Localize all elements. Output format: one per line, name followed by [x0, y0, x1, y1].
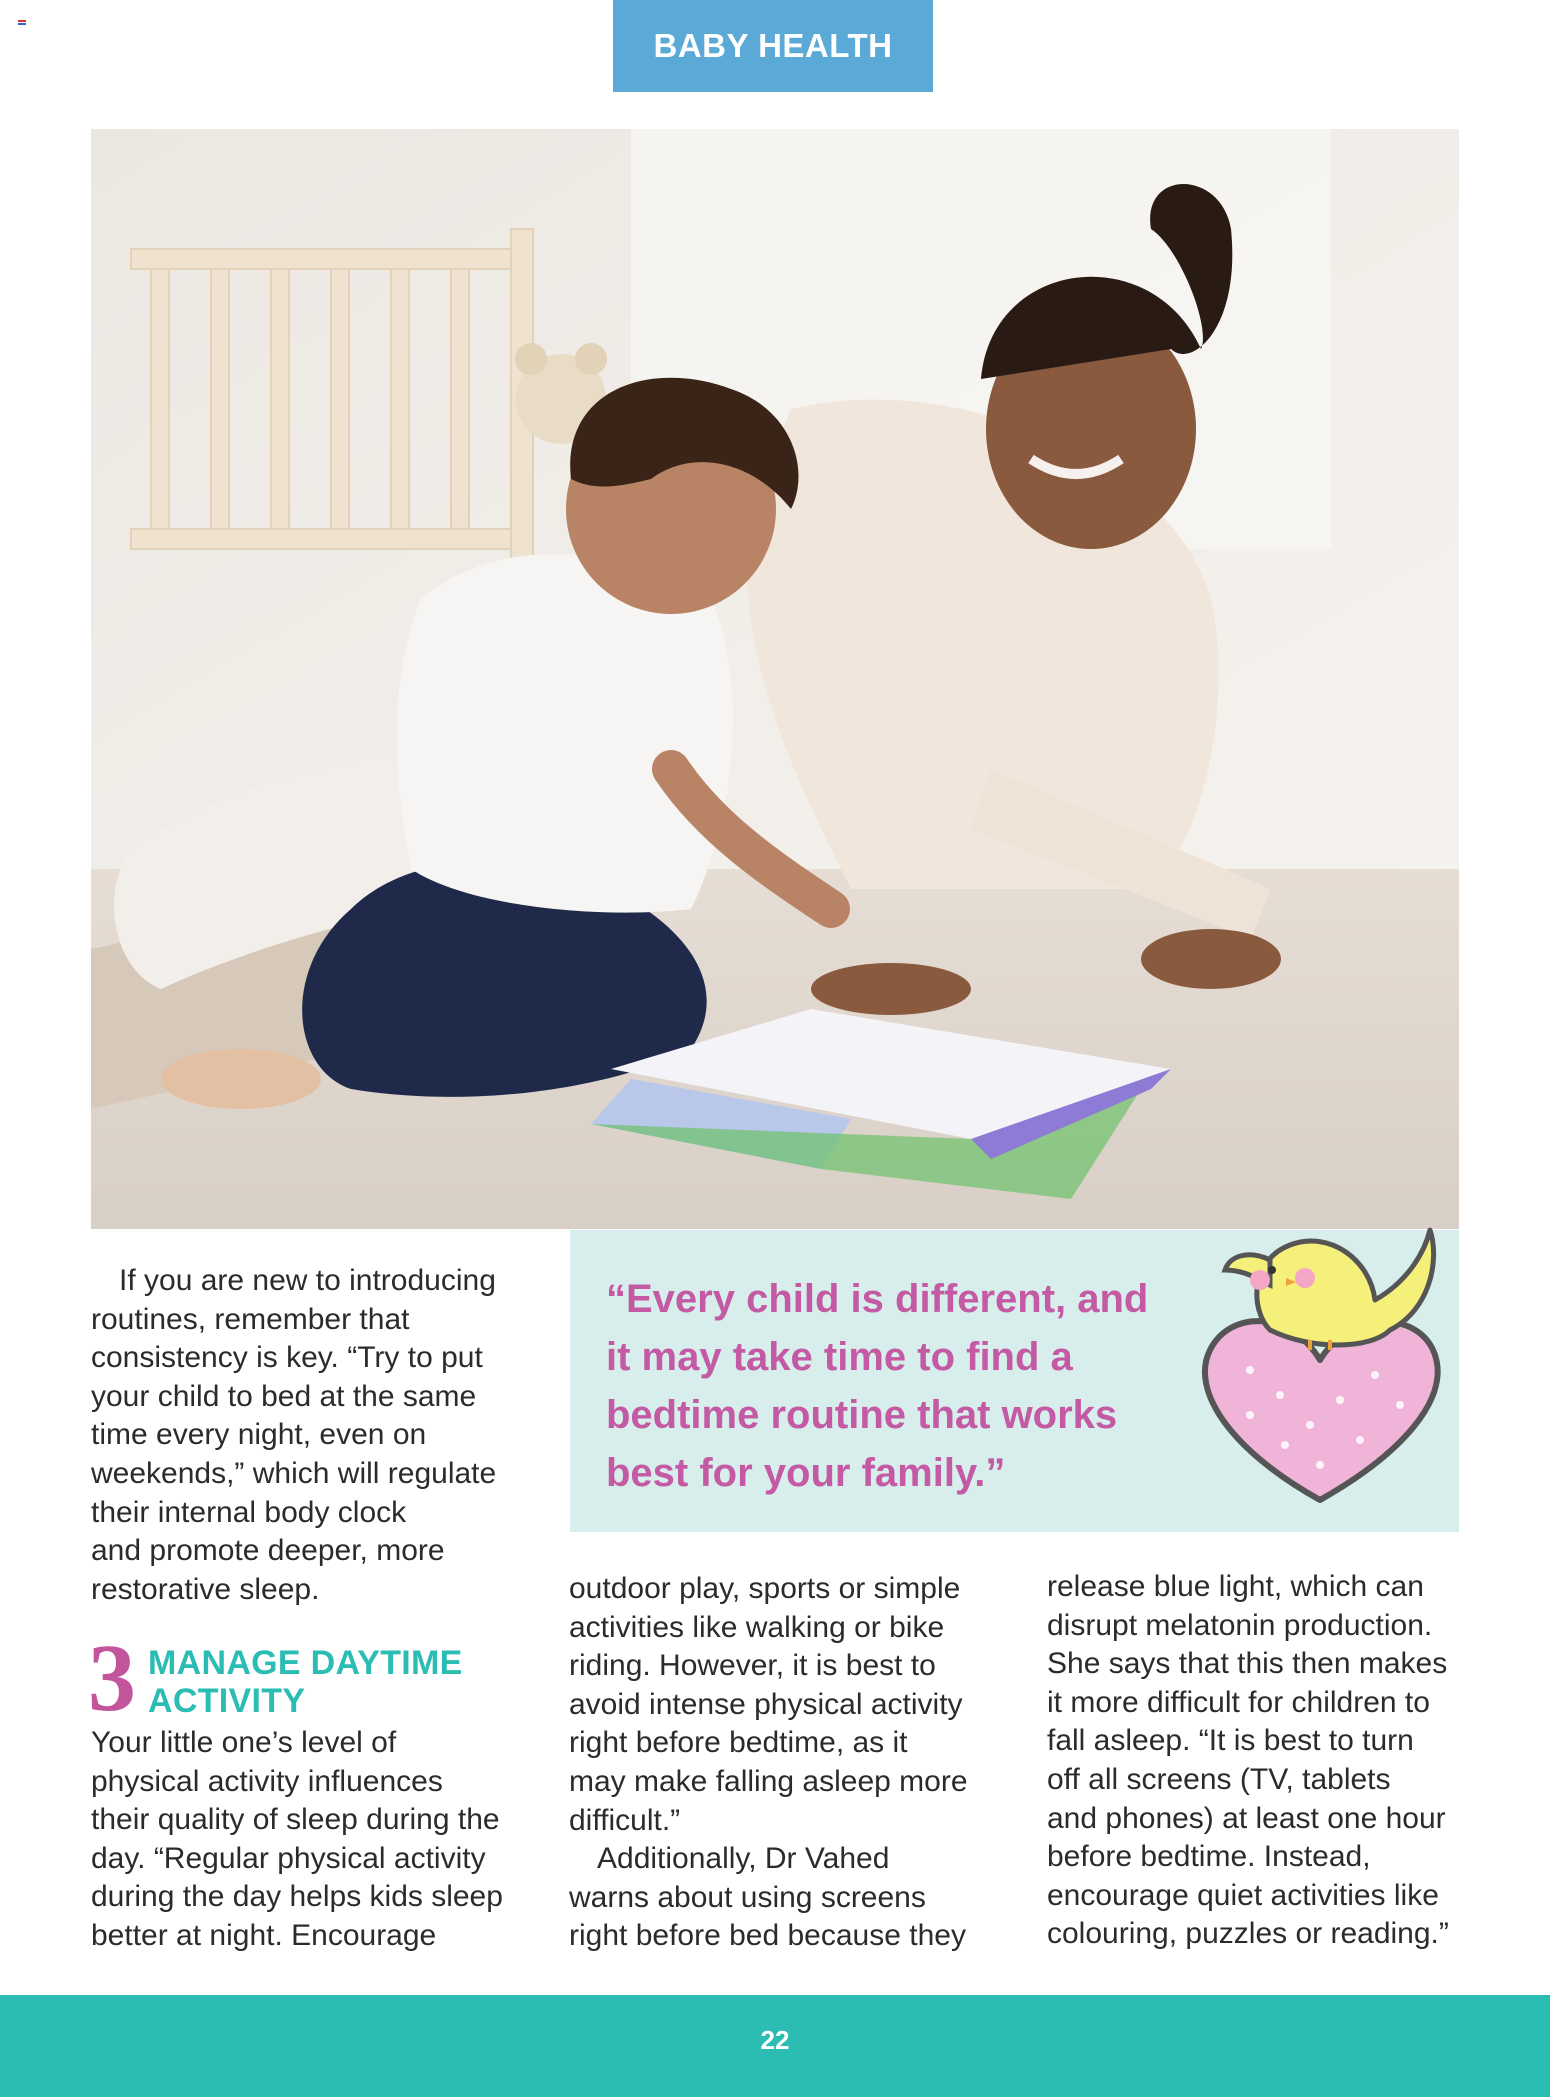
hero-photo [91, 129, 1459, 1229]
paragraph-line: avoid intense physical activity [569, 1687, 963, 1721]
paragraph-line: physical activity influences [91, 1764, 443, 1798]
paragraph-line: routines, remember that [91, 1302, 410, 1336]
section-number: 3 [88, 1624, 136, 1731]
quote-line: bedtime routine that works [606, 1393, 1118, 1437]
paragraph-line: before bedtime. Instead, [1047, 1840, 1371, 1874]
pull-quote-box [570, 1230, 1459, 1532]
chick-on-heart-icon [1190, 1200, 1450, 1530]
section-tab [613, 0, 933, 92]
section-label: BABY HEALTH [653, 27, 893, 64]
paragraph-line: She says that this then makes [1047, 1647, 1448, 1681]
quote-line: best for your family.” [606, 1451, 1006, 1495]
paragraph-line: Additionally, Dr Vahed [597, 1842, 890, 1876]
section-title-line: MANAGE DAYTIME [148, 1644, 463, 1682]
paragraph-line: their internal body clock [91, 1495, 407, 1529]
paragraph-line: may make falling asleep more [569, 1764, 968, 1798]
paragraph-line: disrupt melatonin production. [1047, 1608, 1433, 1642]
column-1-top-text [91, 1262, 531, 1609]
paragraph-line: off all screens (TV, tablets [1047, 1762, 1391, 1796]
paragraph-line: Your little one’s level of [91, 1726, 397, 1759]
paragraph-line: during the day helps kids sleep [91, 1880, 503, 1914]
paragraph-line: encourage quiet activities like [1047, 1878, 1439, 1912]
paragraph-line: right before bedtime, as it [569, 1726, 908, 1760]
quote-line: it may take time to find a [606, 1335, 1073, 1379]
paragraph-line: weekends,” which will regulate [91, 1456, 497, 1490]
paragraph-line: your child to bed at the same [91, 1379, 477, 1413]
paragraph-line: If you are new to introducing [119, 1264, 496, 1297]
paragraph-line: consistency is key. “Try to put [91, 1341, 483, 1375]
mother-baby-reading-photo-icon [91, 129, 1459, 1229]
column-3-text [1047, 1568, 1467, 1954]
column-2-text [569, 1570, 1009, 1956]
section-title [148, 1644, 463, 1720]
paragraph-line: release blue light, which can [1047, 1570, 1424, 1603]
paragraph-line: it more difficult for children to [1047, 1685, 1430, 1719]
footer-bar [0, 1995, 1550, 2097]
section-3-heading [88, 1624, 548, 1731]
paragraph-line: better at night. Encourage [91, 1918, 437, 1952]
paragraph-line: time every night, even on [91, 1418, 427, 1452]
paragraph-line: their quality of sleep during the [91, 1803, 500, 1837]
paragraph-line: riding. However, it is best to [569, 1649, 936, 1683]
paragraph-line: day. “Regular physical activity [91, 1841, 486, 1875]
column-1-bottom-text [91, 1724, 531, 1956]
paragraph-line: right before bed because they [569, 1919, 966, 1953]
paragraph-line: and phones) at least one hour [1047, 1801, 1446, 1835]
paragraph-line: colouring, puzzles or reading.” [1047, 1917, 1449, 1951]
paragraph-line: outdoor play, sports or simple [569, 1572, 961, 1605]
quote-line: “Every child is different, and [606, 1277, 1149, 1321]
paragraph-line: warns about using screens [569, 1880, 926, 1914]
pull-quote-text [606, 1270, 1166, 1502]
paragraph-line: fall asleep. “It is best to turn [1047, 1724, 1414, 1758]
paragraph-line: and promote deeper, more [91, 1534, 445, 1568]
page-number: 22 [760, 2025, 790, 2055]
paragraph-line: restorative sleep. [91, 1572, 320, 1606]
corner-flag-mark [18, 20, 26, 26]
section-title-line: ACTIVITY [148, 1682, 306, 1720]
paragraph-line: difficult.” [569, 1803, 681, 1837]
paragraph-line: activities like walking or bike [569, 1610, 945, 1644]
